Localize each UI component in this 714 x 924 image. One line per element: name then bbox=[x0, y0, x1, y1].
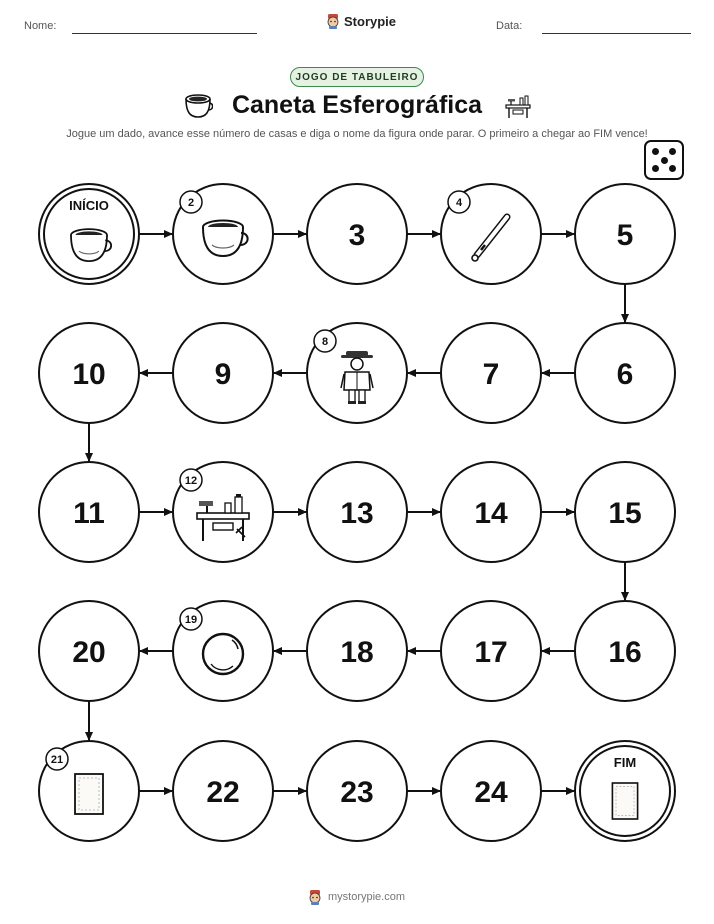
board-cell-6[interactable] bbox=[575, 323, 675, 423]
paper-icon bbox=[612, 783, 637, 819]
cell-number-badge: 19 bbox=[184, 614, 198, 626]
end-label: FIM bbox=[613, 755, 637, 770]
cell-number: 23 bbox=[340, 776, 374, 809]
cell-number-badge: 4 bbox=[455, 197, 463, 209]
board-cell-24[interactable] bbox=[441, 741, 541, 841]
brand-name: Storypie bbox=[344, 13, 397, 29]
instructions: Jogue um dado, avance esse número de casas e diga o nome da figura onde parar. O primeiro a chegar ao FIM vence! bbox=[66, 128, 648, 140]
board-cell-21[interactable] bbox=[39, 741, 139, 841]
cell-number-badge: 8 bbox=[321, 336, 329, 348]
cell-number: 15 bbox=[608, 497, 642, 530]
cell-number: 17 bbox=[474, 636, 508, 669]
board-cell-12[interactable] bbox=[173, 462, 273, 562]
cell-number: 11 bbox=[73, 497, 105, 530]
board-cell-15[interactable] bbox=[575, 462, 675, 562]
board-cell-1[interactable] bbox=[39, 184, 139, 284]
start-label: INÍCIO bbox=[69, 198, 109, 213]
paper-icon bbox=[75, 774, 103, 814]
cell-number: 16 bbox=[608, 636, 642, 669]
board-cell-14[interactable] bbox=[441, 462, 541, 562]
page-title: Caneta Esferográfica bbox=[231, 91, 483, 119]
board-cell-10[interactable] bbox=[39, 323, 139, 423]
footer-url[interactable]: mystorypie.com bbox=[328, 891, 406, 903]
game-type-badge: JOGO DE TABULEIRO bbox=[290, 67, 424, 87]
cell-number: 10 bbox=[72, 358, 106, 391]
cell-number-badge: 12 bbox=[184, 475, 198, 487]
cell-number: 14 bbox=[474, 497, 508, 530]
board-cell-20[interactable] bbox=[39, 601, 139, 701]
cell-number-badge: 2 bbox=[187, 197, 195, 209]
storypie-mascot-icon bbox=[307, 889, 323, 905]
cell-number: 24 bbox=[474, 776, 508, 809]
cell-number: 3 bbox=[348, 219, 366, 252]
board-cell-18[interactable] bbox=[307, 601, 407, 701]
cell-number: 7 bbox=[482, 358, 500, 391]
footer bbox=[307, 889, 405, 905]
board-cell-8[interactable] bbox=[307, 323, 407, 423]
cell-number: 6 bbox=[616, 358, 634, 391]
board-cell-2[interactable] bbox=[173, 184, 273, 284]
board-cell-5[interactable] bbox=[575, 184, 675, 284]
name-label: Nome: bbox=[24, 20, 57, 32]
board-cell-11[interactable] bbox=[39, 462, 139, 562]
cell-number-badge: 21 bbox=[50, 754, 64, 766]
board-cell-9[interactable] bbox=[173, 323, 273, 423]
board-cell-22[interactable] bbox=[173, 741, 273, 841]
board-cell-25[interactable] bbox=[575, 741, 675, 841]
cell-number: 9 bbox=[214, 358, 232, 391]
board-cell-23[interactable] bbox=[307, 741, 407, 841]
board-cell-13[interactable] bbox=[307, 462, 407, 562]
board-cell-17[interactable] bbox=[441, 601, 541, 701]
cell-number: 20 bbox=[72, 636, 106, 669]
cell-number: 22 bbox=[206, 776, 240, 809]
ball-icon bbox=[203, 634, 243, 674]
cell-number: 18 bbox=[340, 636, 374, 669]
board-cell-19[interactable] bbox=[173, 601, 273, 701]
board-cell-7[interactable] bbox=[441, 323, 541, 423]
cell-number: 13 bbox=[340, 497, 374, 530]
date-label: Data: bbox=[496, 20, 523, 32]
cell-number: 5 bbox=[616, 219, 634, 252]
board-cell-4[interactable] bbox=[441, 184, 541, 284]
board-cell-16[interactable] bbox=[575, 601, 675, 701]
board-cell-3[interactable] bbox=[307, 184, 407, 284]
